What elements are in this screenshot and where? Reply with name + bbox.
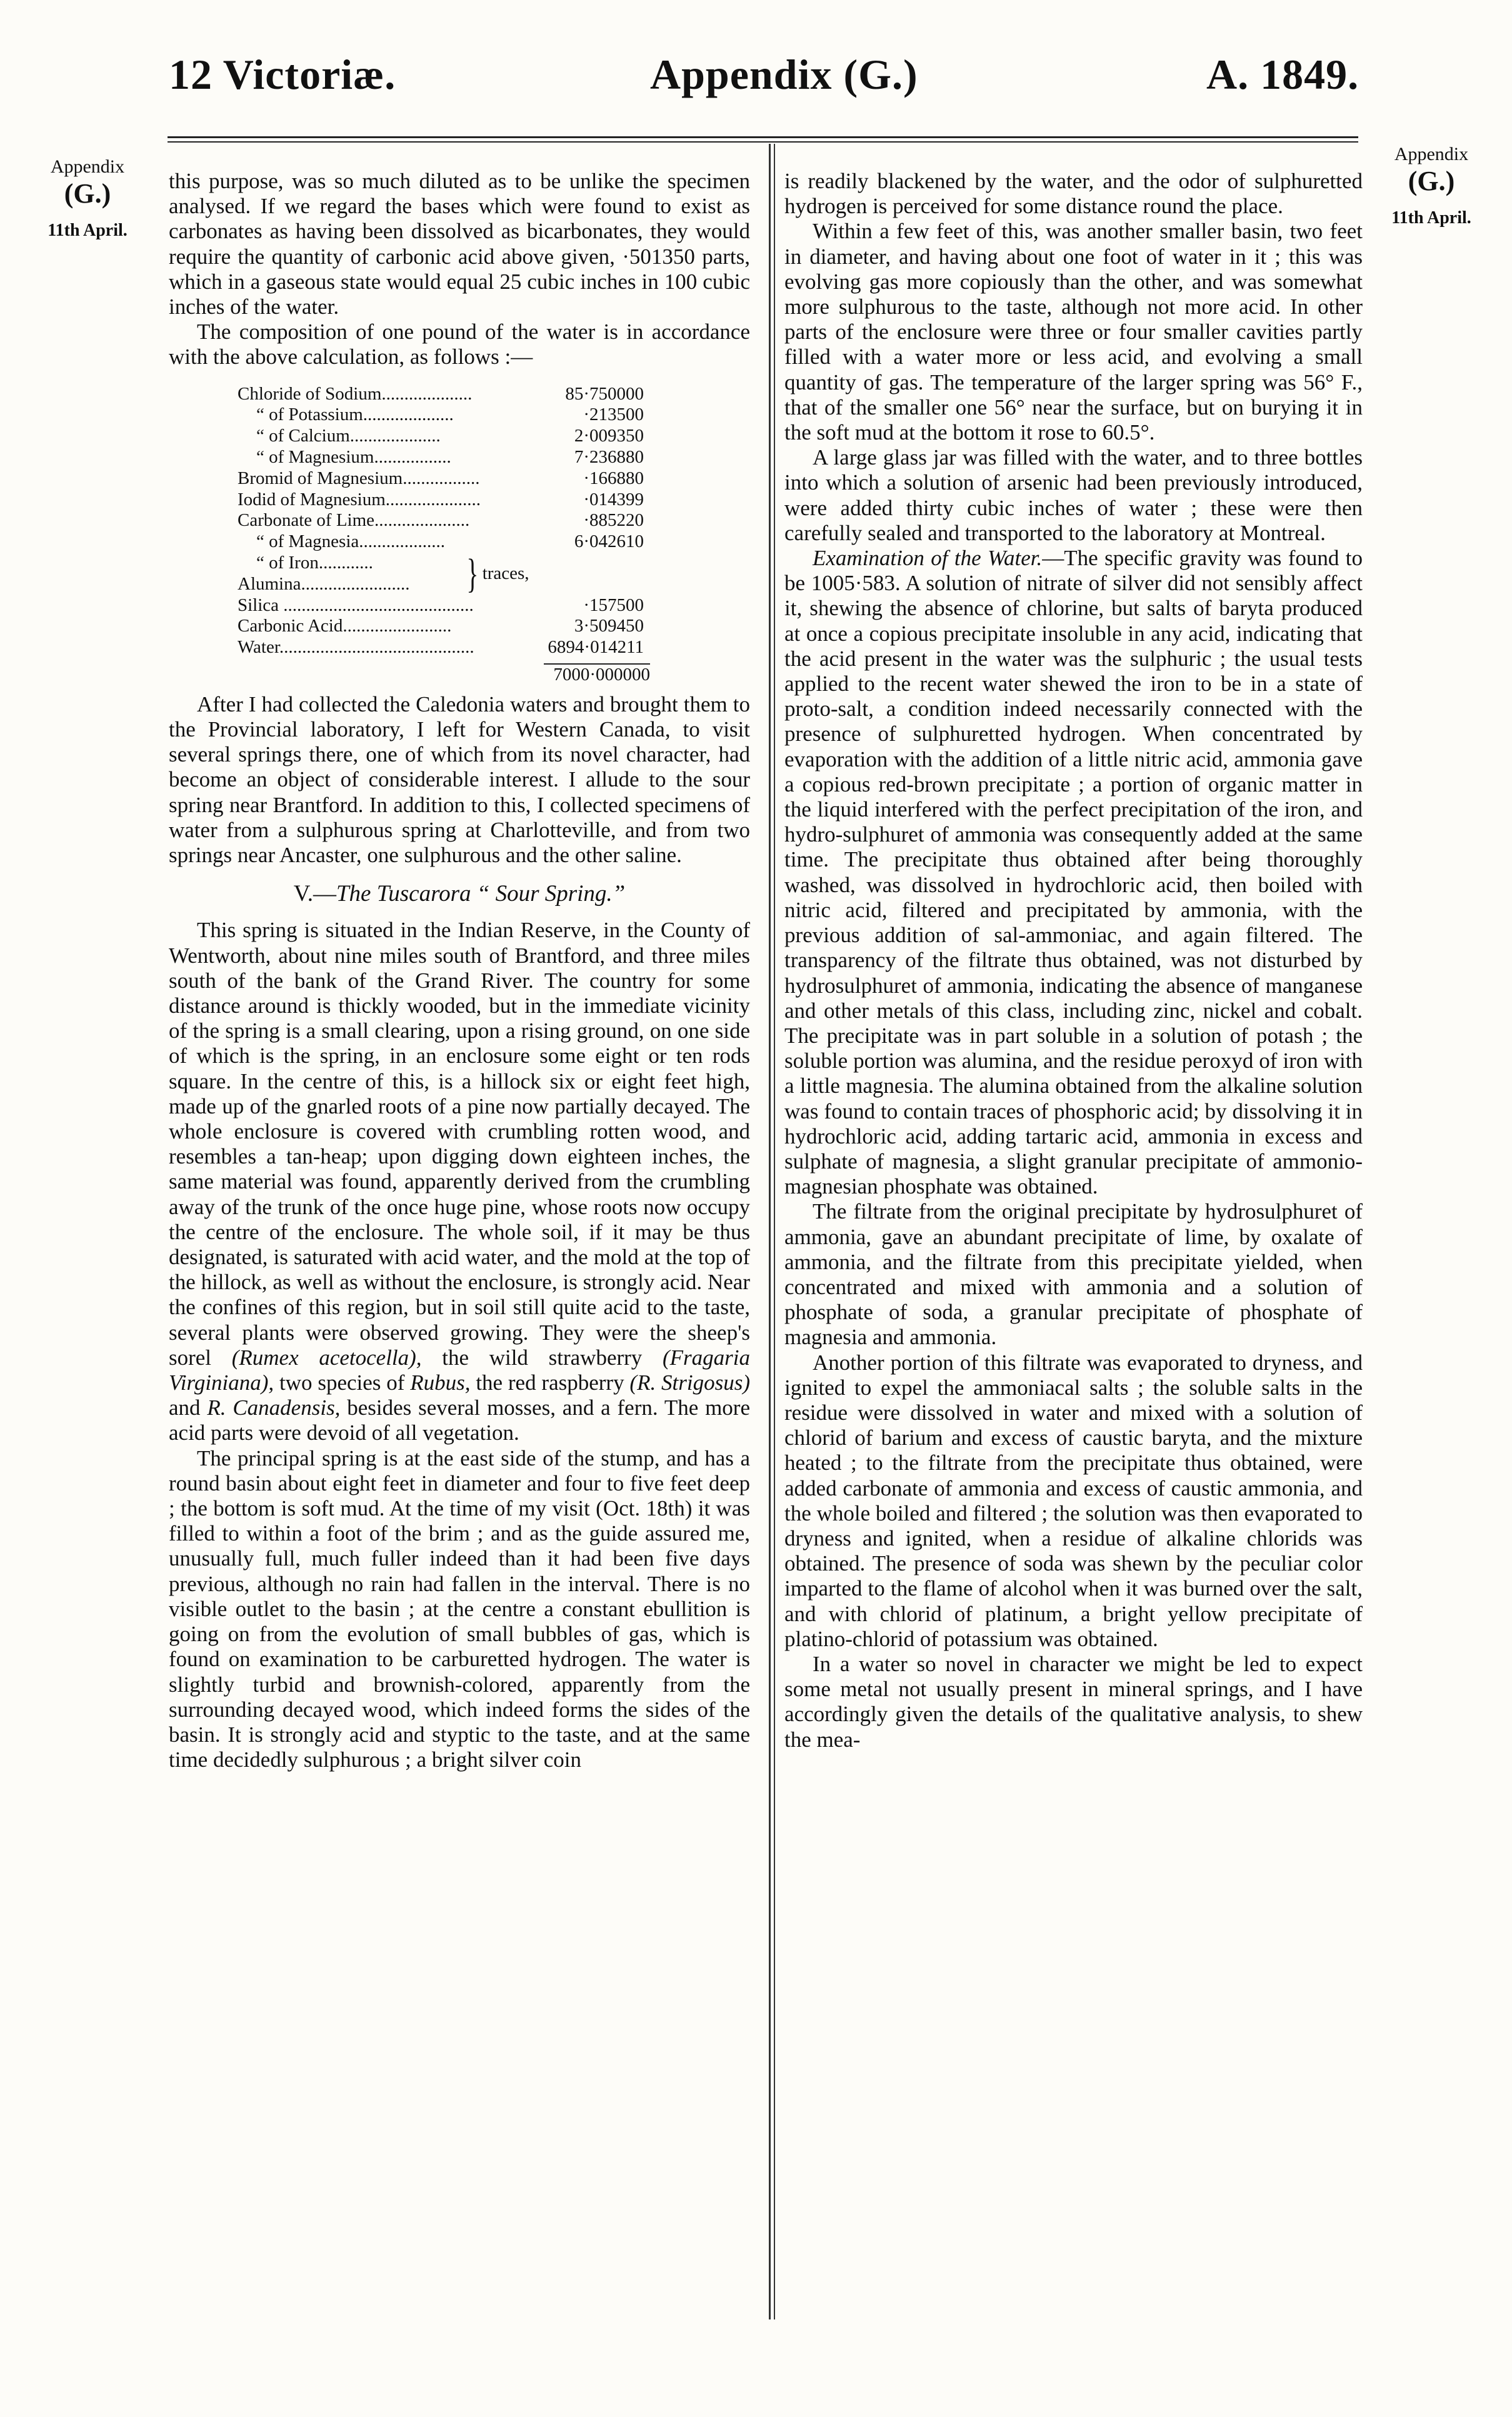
text-run: —The specific gravity was found to be 1005·583. A solution of nitrate of silver did not sensibly affect it, shewing the absence of chlorine, but salts of baryta produced at once a copious precipitate insoluble in any acid, indicating that the acid present in the water was the sulphuric ; the usual tests applied to the recent water shewed the iron to be in a state of proto-salt, a condition indeed necessarily connected with the presence of sulphuretted hydrogen. When concentrated by evaporation with the addition of a little nitric acid, ammonia gave a copious red-brown precipitate ; a portion of organic matter in the liquid interfered with the perfect precipitation of the iron, and hydro-sulphuret of ammonia was consequently added at the same time. The precipitate thus obtained after being thoroughly washed, was dissolved in hydrochloric acid, then boiled with nitric acid, filtered and precipitated by ammonia, with the previous addition of sal-ammoniac, and again filtered. The transparency of the filtrate thus obtained, was not disturbed by hydrosulphuret of ammonia, indicating the absence of manganese and other metals of this class, including zinc, nickel and cobalt. The precipitate was in part soluble in a solution of potash ; the soluble portion was alumina, and the residue peroxyd of iron with a little magnesia. The alumina obtained from the alkaline solution was found to contain traces of phosphoric acid; by dissolving it in hydrochloric acid, adding tartaric acid, ammonia in excess and sulphate of magnesia, a slight granular precipitate of ammonio-magnesian phosphate was obtained.: [784, 546, 1363, 1199]
paragraph: this purpose, was so much diluted as to be unlike the specimen analysed. If we regard the bases which were found to exist as carbonates as having been dissolved as bicarbonates, they would require the quantity of carbonic acid above given, ·501350 parts, which in a gaseous state would equal 25 cubic inches in 100 cubic inches of the water.: [169, 169, 750, 319]
text-run: This spring is situated in the Indian Reserve, in the County of Wentworth, about nine miles south of Brantford, and three miles south of the bank of the Grand River. The country for some distance around is thickly wooded, but in the immediate vicinity of the spring is a small clearing, upon a rising ground, on one side of which is the spring, in an enclosure some eight or ten rods square. In the centre of this, is a hillock six or eight feet high, made up of the gnarled roots of a pine now partially decayed. The whole enclosure is covered with crumbling rotten wood, and resembles a tan-heap; upon digging down eighteen inches, the same material was found, apparently derived from the crumbling away of the trunk of the once huge pine, whose roots now occupy the centre of the enclosure. The whole soil, if it may be thus designated, is saturated with acid water, and the mold at the top of the hillock, as well as without the enclosure, is strongly acid. Near the confines of this region, but in soil still quite acid to the taste, several plants were observed growing. They were the sheep's sorel: [169, 918, 750, 1370]
paragraph: [169, 918, 750, 1445]
paragraph: In a water so novel in character we might be led to expect some metal not usually present in mineral springs, and I have accordingly given the details of the qualitative analysis, to shew the mea-: [784, 1651, 1363, 1752]
taxon: (R. Strigosus): [629, 1370, 751, 1395]
composition-name: Iodid of Magnesium.....................: [238, 489, 481, 510]
header-rule-secondary: [168, 141, 1358, 143]
header-volume: 12 Victoriæ.: [169, 51, 396, 98]
composition-row: [169, 510, 750, 531]
traces-label: traces,: [482, 563, 529, 583]
composition-row: [169, 490, 750, 511]
paragraph: A large glass jar was filled with the water, and to three bottles into which a solution of arsenic had been previously introduced, were added thirty cubic inches of water ; these were then carefully sealed and transported to the laboratory at Montreal.: [784, 445, 1363, 545]
taxon: Rubus,: [410, 1370, 471, 1395]
text-run: two species of: [274, 1370, 411, 1395]
composition-value: ·885220: [583, 510, 644, 531]
composition-name: Silica ..........................................: [238, 595, 474, 615]
left-column: [169, 169, 750, 1772]
section-heading: [169, 882, 750, 907]
paragraph: Within a few feet of this, was another smaller basin, two feet in diameter, and having about one foot of water in it ; this was evolving gas more copiously than the other, and was somewhat more sulphurous to the taste, although not more acid. In other parts of the enclosure were three or four smaller cavities partly filled with a water more or less acid, and evolving a small quantity of gas. The temperature of the larger spring was 56° F., that of the smaller one 56° near the surface, but on burying it in the soft mud at the bottom it rose to 60.5°.: [784, 219, 1363, 445]
composition-name: “ of Calcium....................: [256, 426, 441, 446]
taxon: (Fragaria Virginiana),: [169, 1345, 750, 1395]
composition-row: [169, 637, 750, 658]
composition-name: Carbonic Acid........................: [238, 616, 452, 636]
subheading: Examination of the Water.: [813, 546, 1043, 571]
composition-name: Water...........................................: [238, 637, 474, 658]
composition-value: 6·042610: [574, 531, 644, 552]
header-title: Appendix (G.): [650, 51, 918, 98]
traces-iron: “ of Iron............: [256, 553, 373, 573]
text-run: and: [169, 1395, 208, 1420]
margin-label: Appendix: [1394, 144, 1469, 164]
composition-name: “ of Magnesium.................: [256, 447, 451, 468]
text-run: besides several mosses, and a fern. The more acid parts were devoid of all vegetation.: [169, 1395, 750, 1445]
paragraph: [784, 546, 1363, 1199]
composition-total: 7000·000000: [553, 664, 650, 685]
taxon: R. Canadensis,: [207, 1395, 341, 1420]
composition-name: Bromid of Magnesium.................: [238, 468, 480, 488]
text-run: the red raspberry: [470, 1370, 630, 1395]
header-year: A. 1849.: [1206, 51, 1359, 98]
brace-glyph: }: [466, 550, 479, 596]
composition-name: Chloride of Sodium....................: [238, 383, 473, 404]
paragraph: is readily blackened by the water, and the odor of sulphuretted hydrogen is perceived for some distance round the place.: [784, 169, 1363, 219]
header-rule: [168, 136, 1358, 138]
column-divider: [769, 144, 771, 2319]
paragraph: The principal spring is at the east side of the stump, and has a round basin about eight feet in diameter and four to five feet deep ; the bottom is soft mud. At the time of my visit (Oct. 18th) it was filled to within a foot of the brim ; and as the guide assured me, unusually full, much fuller indeed than it had been five days previous, although no rain had fallen in the interval. There is no visible outlet to the basin ; at the centre a constant ebullition is going on from the evolution of small bubbles of gas, which is found on examination to be carburetted hydrogen. The water is slightly turbid and brownish-colored, apparently from the surrounding decayed wood, which indeed forms the sides of the basin. It is strongly acid and styptic to the taste, and at the same time decidedly sulphurous ; a bright silver coin: [169, 1445, 750, 1772]
composition-value: 3·509450: [574, 616, 644, 636]
composition-name: Carbonate of Lime.....................: [238, 510, 470, 531]
composition-value: 6894·014211: [548, 637, 644, 658]
margin-date: 11th April.: [1391, 208, 1471, 228]
composition-value: 2·009350: [574, 426, 644, 446]
margin-date: 11th April.: [48, 221, 128, 241]
paragraph: After I had collected the Caledonia waters and brought them to the Provincial laboratory, I left for Western Canada, to visit several springs there, one of which from its novel character, had become an object of considerable interest. I allude to the sour spring near Brantford. In addition to this, I collected specimens of water from a sulphurous spring at Charlotteville, and from two springs near Ancaster, one sulphurous and the other saline.: [169, 691, 750, 867]
text-run: the wild strawberry: [421, 1345, 663, 1370]
composition-name: “ of Potassium....................: [256, 405, 454, 425]
taxon: (Rumex acetocella),: [231, 1345, 422, 1370]
composition-row: [169, 595, 750, 616]
composition-value: ·014399: [583, 489, 644, 510]
composition-value: ·166880: [583, 468, 644, 488]
composition-row: [169, 426, 750, 447]
margin-letter: (G.): [64, 178, 111, 209]
margin-note-right: [1369, 144, 1494, 228]
margin-letter: (G.): [1408, 165, 1455, 196]
margin-note-left: [25, 156, 150, 241]
traces-alumina: Alumina........................: [238, 573, 410, 594]
paragraph: The composition of one pound of the water is in accordance with the above calculation, as follows :—: [169, 319, 750, 369]
column-divider-secondary: [774, 144, 775, 2319]
composition-value: ·157500: [583, 595, 644, 615]
composition-value: 85·750000: [565, 383, 644, 404]
composition-row: [169, 616, 750, 637]
composition-row: [169, 405, 750, 426]
section-title: The Tuscarora “ Sour Spring.”: [336, 881, 626, 907]
paragraph: The filtrate from the original precipitate by hydrosulphuret of ammonia, gave an abundant precipitate of lime, by oxalate of ammonia, and the filtrate from this precipitate yielded, when concentrated and mixed with ammonia and a solution of phosphate of soda, a granular precipitate of phosphate of magnesia and ammonia.: [784, 1199, 1363, 1350]
section-number: V.—: [293, 881, 336, 907]
margin-label: Appendix: [50, 156, 125, 177]
composition-name: “ of Magnesia...................: [256, 531, 446, 552]
composition-value: ·213500: [583, 405, 644, 425]
composition-row: [169, 384, 750, 405]
right-column: [784, 169, 1363, 1752]
traces-group: [169, 550, 750, 596]
paragraph: Another portion of this filtrate was evaporated to dryness, and ignited to expel the ammoniacal salts ; the soluble salts in the residue were dissolved in water and mixed with a solution of chlorid of barium and excess of caustic baryta, and the mixture heated ; to the filtrate from the precipitate thus obtained, were added carbonate of ammonia and excess of caustic ammonia, and the whole boiled and filtered ; the solution was then evaporated to dryness and ignited, when a residue of alkaline chlorids was obtained. The presence of soda was shewn by the peculiar color imparted to the flame of alcohol when it was burned over the salt, and with chlorid of platinum, a bright yellow precipitate of platino-chlorid of potassium was obtained.: [784, 1350, 1363, 1651]
composition-row: [169, 447, 750, 468]
composition-value: 7·236880: [574, 447, 644, 468]
composition-row: [169, 531, 750, 553]
composition-table: [169, 384, 750, 686]
composition-row: [169, 468, 750, 490]
